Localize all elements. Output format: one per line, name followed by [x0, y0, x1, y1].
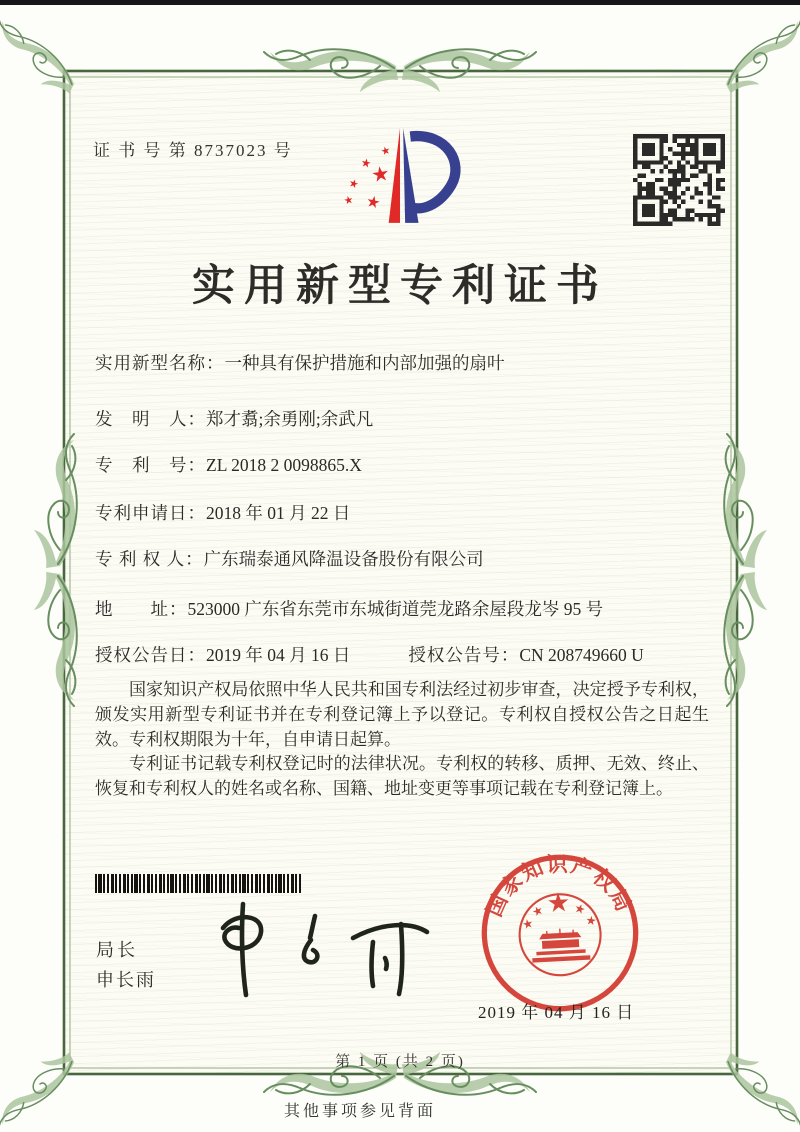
grant-no-label: 授权公告号： — [408, 645, 520, 665]
svg-text:国家知识产权局 — [479, 848, 637, 923]
legal-paragraph: 国家知识产权局依照中华人民共和国专利法经过初步审查，决定授予专利权，颁发实用新型专利证书并在专利登记簿上予以登记。专利权自授权公告之日起生效。专利权期限为十年，自申请日起算。 — [95, 680, 709, 749]
signature-handwriting-icon — [215, 898, 435, 1000]
field-row-name — [95, 350, 505, 375]
field-row-filing-date — [95, 500, 350, 525]
page-number: 第 1 页 (共 2 页) — [335, 1054, 465, 1070]
officer-name: 申长雨 — [96, 970, 156, 990]
qr-code — [632, 134, 726, 226]
field-label: 专 利 号： — [95, 455, 206, 475]
field-value: 523000 广东省东莞市东城街道莞龙路余屋段龙岑 95 号 — [187, 599, 604, 619]
field-row-patentee — [95, 546, 484, 571]
national-emblem-icon — [517, 890, 602, 977]
official-seal-icon — [472, 845, 648, 1021]
field-label: 专利申请日： — [95, 503, 206, 523]
cnipa-logo-icon — [338, 120, 462, 228]
certificate-number: 证 书 号 第 8737023 号 — [93, 141, 293, 160]
field-value: 2018 年 01 月 22 日 — [206, 503, 351, 523]
seal-date: 2019 年 04 月 16 日 — [478, 1003, 635, 1022]
field-label: 地 址： — [95, 599, 188, 619]
field-value: ZL 2018 2 0098865.X — [206, 455, 362, 475]
field-label: 实用新型名称： — [95, 353, 225, 373]
grant-date-value: 2019 年 04 月 16 日 — [206, 645, 351, 665]
barcode — [95, 874, 302, 893]
field-row-inventors — [95, 406, 373, 431]
field-row-address — [95, 596, 603, 621]
seal-text: 国家知识产权局 — [481, 852, 637, 921]
field-value: 广东瑞泰通风降温设备股份有限公司 — [203, 549, 484, 569]
field-row-grant — [95, 642, 644, 667]
legal-paragraph: 专利证书记载专利权登记时的法律状况。专利权的转移、质押、无效、终止、恢复和专利权人的姓名或名称、国籍、地址变更等事项记载在专利登记簿上。 — [95, 754, 709, 799]
field-label: 专 利 权 人： — [95, 549, 204, 569]
footer-note: 其他事项参见背面 — [283, 1103, 436, 1120]
field-value: 郑才翥;余勇刚;余武凡 — [206, 409, 374, 429]
certificate-title: 实用新型专利证书 — [192, 263, 608, 310]
grant-no-value: CN 208749660 U — [519, 645, 644, 665]
field-row-patent-no — [95, 452, 362, 477]
grant-date-label: 授权公告日： — [95, 645, 206, 665]
field-label: 发 明 人： — [95, 409, 206, 429]
officer-title: 局长 — [96, 940, 138, 960]
legal-paragraphs — [95, 678, 709, 802]
field-value: 一种具有保护措施和内部加强的扇叶 — [224, 353, 505, 373]
